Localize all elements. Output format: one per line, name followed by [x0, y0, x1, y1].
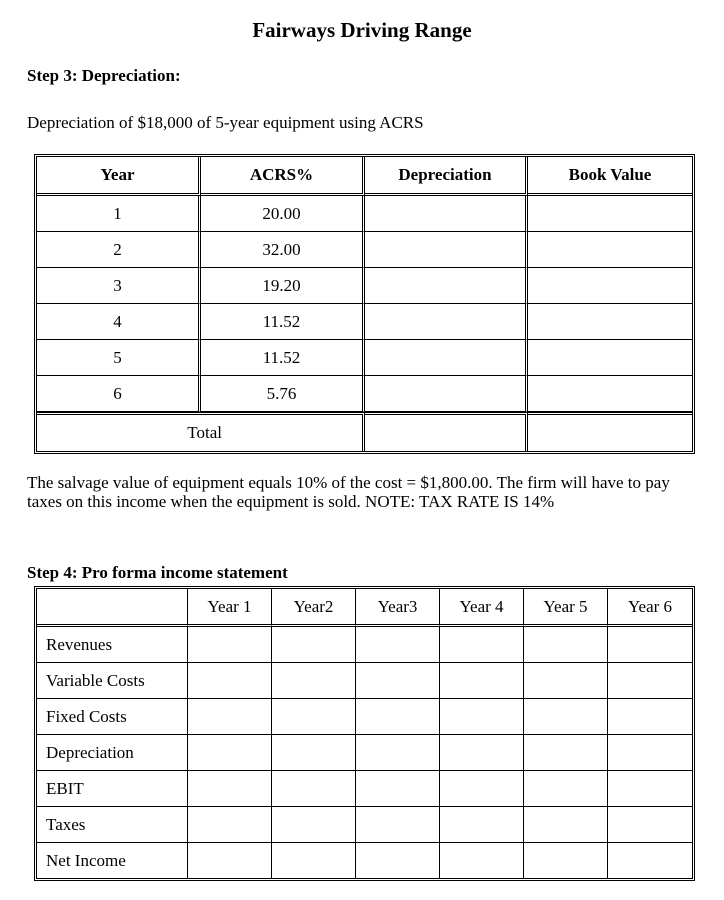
step4-heading: Step 4: Pro forma income statement: [27, 563, 288, 582]
value-cell[interactable]: [356, 627, 440, 663]
value-cell[interactable]: [524, 699, 608, 735]
year-cell: 2: [37, 232, 201, 268]
step3-heading: Step 3: Depreciation:: [27, 66, 181, 85]
table-row: [37, 699, 692, 735]
book-value-cell[interactable]: [528, 196, 692, 232]
book-value-cell[interactable]: [528, 376, 692, 412]
depreciation-table: [34, 154, 695, 454]
total-book-value-cell[interactable]: [528, 412, 692, 451]
row-label: Net Income: [37, 843, 188, 878]
depreciation-cell[interactable]: [365, 376, 528, 412]
value-cell[interactable]: [440, 807, 524, 843]
value-cell[interactable]: [356, 807, 440, 843]
value-cell[interactable]: [608, 735, 692, 771]
depreciation-cell[interactable]: [365, 268, 528, 304]
total-row: [37, 412, 692, 451]
value-cell[interactable]: [188, 807, 272, 843]
value-cell[interactable]: [188, 663, 272, 699]
value-cell[interactable]: [440, 699, 524, 735]
value-cell[interactable]: [524, 735, 608, 771]
acrs-cell: 19.20: [201, 268, 365, 304]
value-cell[interactable]: [272, 627, 356, 663]
table-row: [37, 268, 692, 304]
proforma-header-row: [37, 589, 692, 627]
row-label: Depreciation: [37, 735, 188, 771]
value-cell[interactable]: [524, 663, 608, 699]
table-row: [37, 196, 692, 232]
table-row: [37, 627, 692, 663]
year-cell: 3: [37, 268, 201, 304]
value-cell[interactable]: [356, 843, 440, 878]
header-depreciation: Depreciation: [365, 157, 528, 196]
value-cell[interactable]: [188, 771, 272, 807]
table-row: [37, 771, 692, 807]
depreciation-header-row: [37, 157, 692, 196]
value-cell[interactable]: [524, 807, 608, 843]
table-row: [37, 340, 692, 376]
year-cell: 4: [37, 304, 201, 340]
table-row: [37, 663, 692, 699]
year-cell: 1: [37, 196, 201, 232]
row-label: Revenues: [37, 627, 188, 663]
value-cell[interactable]: [440, 843, 524, 878]
book-value-cell[interactable]: [528, 304, 692, 340]
proforma-table: [34, 586, 695, 881]
value-cell[interactable]: [608, 843, 692, 878]
value-cell[interactable]: [272, 699, 356, 735]
year-cell: 6: [37, 376, 201, 412]
value-cell[interactable]: [608, 771, 692, 807]
acrs-cell: 11.52: [201, 340, 365, 376]
value-cell[interactable]: [524, 843, 608, 878]
row-label: EBIT: [37, 771, 188, 807]
value-cell[interactable]: [608, 627, 692, 663]
table-row: [37, 807, 692, 843]
header-year-2: Year2: [272, 589, 356, 627]
acrs-cell: 11.52: [201, 304, 365, 340]
table-row: [37, 735, 692, 771]
depreciation-cell[interactable]: [365, 304, 528, 340]
header-year-3: Year3: [356, 589, 440, 627]
header-acrs: ACRS%: [201, 157, 365, 196]
value-cell[interactable]: [356, 735, 440, 771]
value-cell[interactable]: [524, 627, 608, 663]
total-label: Total: [37, 412, 365, 451]
acrs-cell: 32.00: [201, 232, 365, 268]
value-cell[interactable]: [524, 771, 608, 807]
table-row: [37, 232, 692, 268]
value-cell[interactable]: [608, 807, 692, 843]
book-value-cell[interactable]: [528, 268, 692, 304]
row-label: Taxes: [37, 807, 188, 843]
row-label: Variable Costs: [37, 663, 188, 699]
acrs-cell: 20.00: [201, 196, 365, 232]
value-cell[interactable]: [272, 807, 356, 843]
salvage-paragraph: The salvage value of equipment equals 10% of the cost = $1,800.00. The firm will have to pay taxes on this income when the equipment is sold. NOTE: TAX RATE IS 14%: [27, 473, 670, 511]
table-row: [37, 843, 692, 878]
value-cell[interactable]: [356, 699, 440, 735]
header-blank: [37, 589, 188, 627]
step3-subtitle: Depreciation of $18,000 of 5-year equipment using ACRS: [27, 113, 424, 132]
value-cell[interactable]: [356, 663, 440, 699]
acrs-cell: 5.76: [201, 376, 365, 412]
header-year: Year: [37, 157, 201, 196]
value-cell[interactable]: [440, 771, 524, 807]
value-cell[interactable]: [188, 735, 272, 771]
value-cell[interactable]: [440, 627, 524, 663]
depreciation-cell[interactable]: [365, 232, 528, 268]
book-value-cell[interactable]: [528, 340, 692, 376]
value-cell[interactable]: [356, 771, 440, 807]
value-cell[interactable]: [188, 699, 272, 735]
book-value-cell[interactable]: [528, 232, 692, 268]
value-cell[interactable]: [188, 627, 272, 663]
header-year-5: Year 5: [524, 589, 608, 627]
header-year-6: Year 6: [608, 589, 692, 627]
year-cell: 5: [37, 340, 201, 376]
header-year-4: Year 4: [440, 589, 524, 627]
table-row: [37, 376, 692, 412]
header-book-value: Book Value: [528, 157, 692, 196]
total-depreciation-cell[interactable]: [365, 412, 528, 451]
value-cell[interactable]: [608, 663, 692, 699]
value-cell[interactable]: [272, 663, 356, 699]
header-year-1: Year 1: [188, 589, 272, 627]
value-cell[interactable]: [272, 771, 356, 807]
value-cell[interactable]: [440, 735, 524, 771]
value-cell[interactable]: [272, 735, 356, 771]
value-cell[interactable]: [272, 843, 356, 878]
value-cell[interactable]: [608, 699, 692, 735]
value-cell[interactable]: [440, 663, 524, 699]
value-cell[interactable]: [188, 843, 272, 878]
depreciation-cell[interactable]: [365, 340, 528, 376]
page-title: Fairways Driving Range: [252, 18, 472, 42]
row-label: Fixed Costs: [37, 699, 188, 735]
table-row: [37, 304, 692, 340]
depreciation-cell[interactable]: [365, 196, 528, 232]
